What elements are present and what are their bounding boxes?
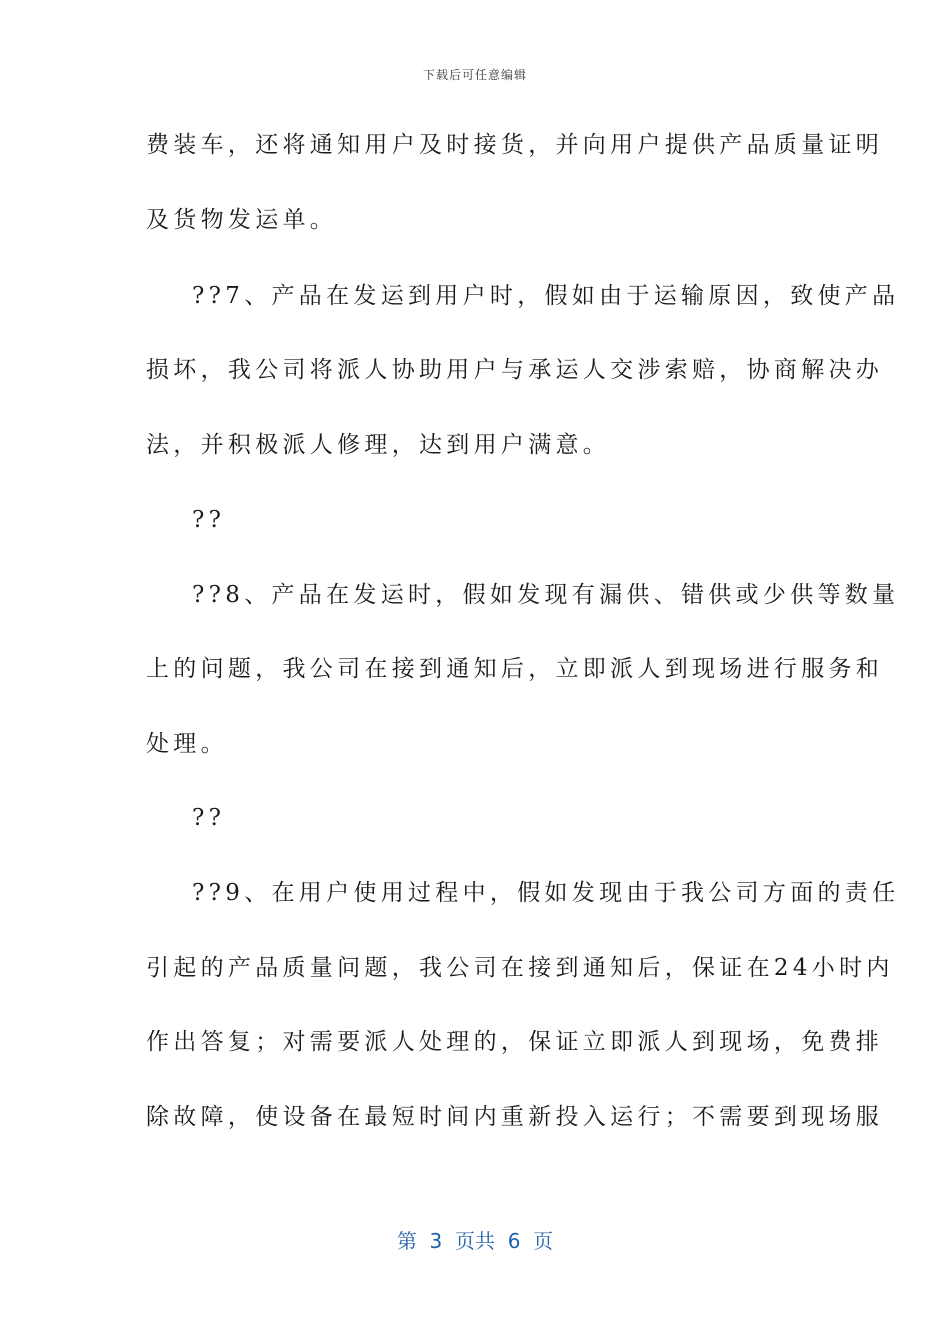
body-line: 作出答复；对需要派人处理的，保证立即派人到现场，免费排 <box>146 1029 884 1055</box>
paragraph-7-line: ??7、产品在发运到用户时，假如由于运输原因，致使产品 <box>192 283 900 309</box>
body-line: 损坏，我公司将派人协助用户与承运人交涉索赔，协商解决办 <box>146 357 884 383</box>
paragraph-8-line: ??8、产品在发运时，假如发现有漏供、错供或少供等数量 <box>192 582 900 608</box>
paragraph-9-line: ??9、在用户使用过程中，假如发现由于我公司方面的责任 <box>192 880 900 906</box>
body-line: 除故障，使设备在最短时间内重新投入运行；不需要到现场服 <box>146 1104 884 1130</box>
body-line: 上的问题，我公司在接到通知后，立即派人到现场进行服务和 <box>146 656 884 682</box>
placeholder-line: ?? <box>192 507 226 533</box>
body-line: 及货物发运单。 <box>146 207 338 233</box>
page-number-footer: 第 3 页共 6 页 <box>396 1229 554 1253</box>
body-line: 引起的产品质量问题，我公司在接到通知后，保证在24小时内 <box>146 955 894 981</box>
body-line: 处理。 <box>146 731 228 757</box>
body-line: 费装车，还将通知用户及时接货，并向用户提供产品质量证明 <box>146 132 884 158</box>
page-header: 下载后可任意编辑 <box>422 68 527 82</box>
body-line: 法，并积极派人修理，达到用户满意。 <box>146 432 611 458</box>
placeholder-line: ?? <box>192 805 226 831</box>
